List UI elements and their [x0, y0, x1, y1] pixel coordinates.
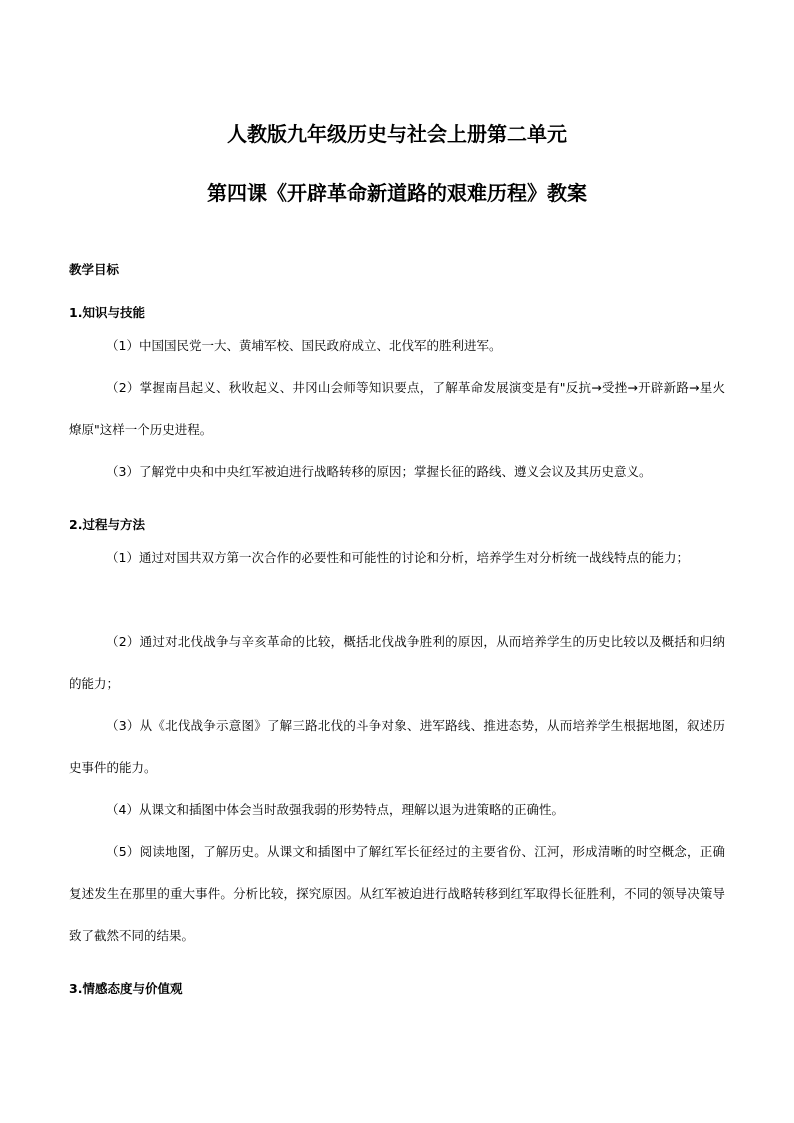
paragraph-process-3: （3）从《北伐战争示意图》了解三路北伐的斗争对象、进军路线、推进态势，从而培养学生根据地图，叙述历史事件的能力。 — [69, 718, 725, 775]
subsection-heading-emotion-values: 3.情感态度与价值观 — [69, 981, 183, 996]
paragraph-process-5: （5）阅读地图，了解历史。从课文和插图中了解红军长征经过的主要省份、江河，形成清晰的时空概念，正确复述发生在那里的重大事件。分析比较，探究原因。从红军被迫进行战略转移到红军取得长征胜利，不同的领导决策导致了截然不同的结果。 — [69, 844, 725, 943]
section-heading-teaching-goals: 教学目标 — [69, 262, 120, 277]
document-title-line-1: 人教版九年级历史与社会上册第二单元 — [227, 122, 567, 146]
paragraph-knowledge-2: （2）掌握南昌起义、秋收起义、井冈山会师等知识要点，了解革命发展演变是有"反抗→受挫→开辟新路→星火燎原"这样一个历史进程。 — [69, 380, 725, 437]
paragraph-knowledge-1: （1）中国国民党一大、黄埔军校、国民政府成立、北伐军的胜利进军。 — [106, 338, 502, 353]
paragraph-process-4: （4）从课文和插图中体会当时敌强我弱的形势特点，理解以退为进策略的正确性。 — [106, 802, 564, 817]
subsection-heading-process-methods: 2.过程与方法 — [69, 517, 145, 532]
paragraph-process-1: （1）通过对国共双方第一次合作的必要性和可能性的讨论和分析，培养学生对分析统一战线特点的能力； — [106, 550, 689, 565]
paragraph-knowledge-3: （3）了解党中央和中央红军被迫进行战略转移的原因；掌握长征的路线、遵义会议及其历史意义。 — [106, 464, 652, 479]
subsection-heading-knowledge-skills: 1.知识与技能 — [69, 305, 145, 320]
paragraph-process-2: （2）通过对北伐战争与辛亥革命的比较，概括北伐战争胜利的原因，从而培养学生的历史比较以及概括和归纳的能力； — [69, 634, 725, 691]
document-title-line-2: 第四课《开辟革命新道路的艰难历程》教案 — [207, 181, 587, 205]
